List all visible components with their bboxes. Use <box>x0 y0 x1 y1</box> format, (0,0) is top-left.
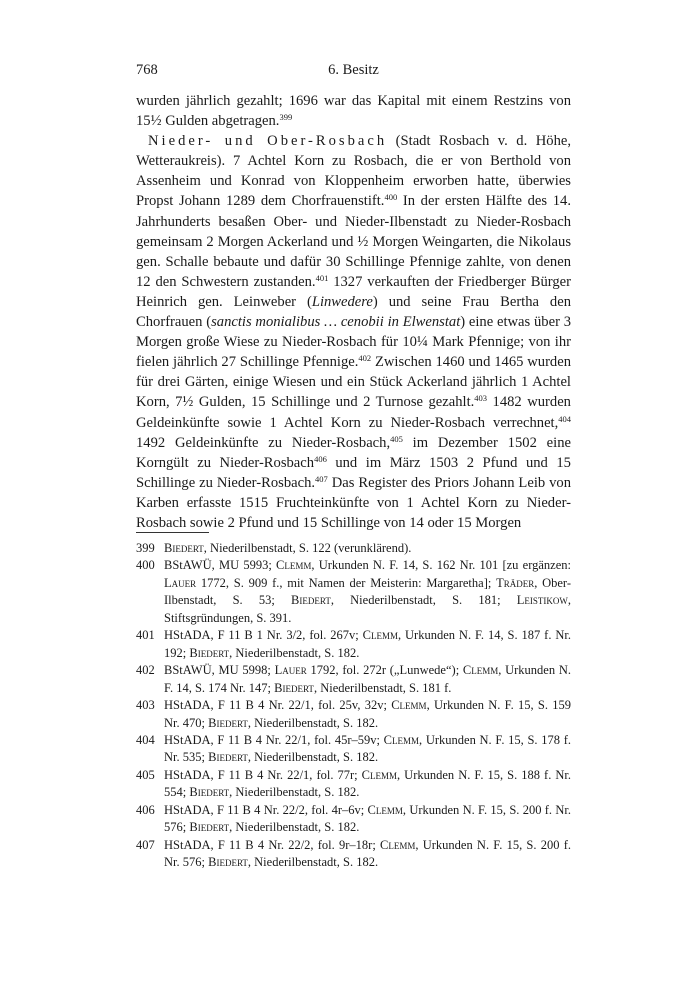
text-run: , Urkunden N. F. 14, S. 174 Nr. 147; <box>164 663 572 695</box>
footnote-ref: 406 <box>314 453 327 464</box>
text-run: , Urkunden N. F. 15, S. 188 f. Nr. 554; <box>164 767 571 800</box>
footnote-399 <box>136 540 571 557</box>
footnote-text <box>164 540 571 557</box>
author-name: Biedert <box>274 680 314 695</box>
text-run: , Niederilbenstadt, S. 182. <box>229 645 360 660</box>
text-run: 1772, S. 909 f., mit Namen der Meisterin: Margaretha]; <box>196 575 497 590</box>
footnote-text <box>164 802 571 837</box>
text-run: ) und seine Frau Bertha den Chorfrauen ( <box>136 293 572 331</box>
author-name: Biedert <box>189 645 230 660</box>
footnote-number: 400 <box>136 558 155 573</box>
footnote-text <box>164 732 571 767</box>
text-run: , Urkunden N. F. 14, S. 162 Nr. 101 [zu ergänzen: <box>311 558 572 573</box>
text-run: , Niederilbenstadt, S. 122 (verunklärend). <box>203 541 412 555</box>
text-run: , Urkunden N. F. 15, S. 200 f. Nr. 576; <box>164 837 571 870</box>
footnote-400 <box>136 557 571 627</box>
author-name: Träder <box>496 575 535 590</box>
footnote-text <box>164 767 571 802</box>
footnote-number: 406 <box>136 802 155 817</box>
text-run: HStADA, F 11 B 4 Nr. 22/2, fol. 9r–18r; <box>164 837 381 852</box>
author-name: Biedert <box>208 715 248 730</box>
text-run: BStAWÜ, MU 5998; <box>164 663 275 678</box>
footnote-number: 404 <box>136 732 155 747</box>
footnote-number: 402 <box>136 663 155 678</box>
text-run: HStADA, F 11 B 4 Nr. 22/1, fol. 25v, 32v; <box>164 698 392 713</box>
text-run: im Dezember 1502 eine Korngült zu Nieder-Rosbach <box>136 434 571 471</box>
text-run: HStADA, F 11 B 4 Nr. 22/1, fol. 77r; <box>164 767 362 782</box>
footnote-ref: 404 <box>558 413 571 424</box>
footnote-407 <box>136 837 571 872</box>
text-run: In der ersten Hälfte des 14. Jahrhunderts besaßen Ober- und Nieder-Ilbenstadt zu Nieder-Rosbach gemeinsam 2 Morgen Ackerland und ½ Morgen Weingarten, die Nikolaus gen. Schalle bebaute und dafür 30 Schillinge Pfennige zahlte, von denen 12 den Schwestern zustanden. <box>136 193 571 290</box>
main-text <box>136 91 571 533</box>
footnote-ref: 407 <box>315 473 328 484</box>
text-run: wurden jährlich gezahlt; 1696 war das Kapital mit einem Restzins von 15½ Gulden abgetragen. <box>136 93 571 130</box>
footnote-405 <box>136 767 571 802</box>
footnote-text <box>164 557 571 627</box>
author-name: Clemm <box>383 732 419 747</box>
author-name: Clemm <box>361 767 398 782</box>
author-name: Biedert <box>189 785 230 800</box>
author-name: Biedert <box>208 855 248 870</box>
text-run: ) eine etwas über 3 Morgen große Wiese zu Nieder-Rosbach für 10¼ Mark Pfennige; von ihr fielen jährlich 27 Schillinge Pfennige. <box>136 314 572 371</box>
text-run: , Stiftsgründungen, S. 391. <box>164 593 571 625</box>
text-run: 1482 wurden Geldeinkünfte sowie 1 Achtel Korn zu Nieder-Rosbach verrechnet, <box>136 394 571 431</box>
paragraph <box>136 91 571 131</box>
text-run: , Ober-Ilbenstadt, S. 53; <box>164 575 572 608</box>
footnote-number: 403 <box>136 698 155 713</box>
author-name: Clemm <box>367 802 403 817</box>
author-name: Clemm <box>380 837 416 852</box>
author-name: Biedert <box>164 541 204 555</box>
latin-quote: Linwedere <box>311 293 373 310</box>
text-run: HStADA, F 11 B 4 Nr. 22/1, fol. 45r–59v; <box>164 732 384 747</box>
footnotes <box>136 540 571 872</box>
footnote-ref: 403 <box>474 393 488 404</box>
text-run: , Urkunden N. F. 15, S. 178 f. Nr. 535; <box>164 732 571 765</box>
author-name: Biedert <box>291 593 331 608</box>
author-name: Leistikow <box>516 593 568 608</box>
text-run: HStADA, F 11 B 4 Nr. 22/2, fol. 4r–6v; <box>164 802 368 817</box>
text-run: , Urkunden N. F. 15, S. 200 f. Nr. 576; <box>164 802 571 835</box>
author-name: Lauer <box>274 663 307 678</box>
author-name: Clemm <box>276 558 312 573</box>
footnote-ref: 402 <box>358 353 372 364</box>
text-run: , Niederilbenstadt, S. 181; <box>330 593 517 608</box>
page-number: 768 <box>136 62 158 78</box>
footnote-ref: 399 <box>279 112 293 123</box>
text-run: 1492 Geldeinkünfte zu Nieder-Rosbach, <box>136 434 391 451</box>
text-run: , Urkunden N. F. 15, S. 159 Nr. 470; <box>164 698 571 730</box>
author-name: Clemm <box>462 663 499 678</box>
text-run: , Niederilbenstadt, S. 182. <box>247 750 379 765</box>
footnote-text <box>164 697 571 732</box>
footnote-403 <box>136 697 571 732</box>
text-run: und im März 1503 2 Pfund und 15 Schillinge zu Nieder-Rosbach. <box>136 454 571 491</box>
text-run: (Stadt Rosbach v. d. Höhe, Wetteraukreis). 7 Achtel Korn zu Rosbach, die er von Berthold von Assenheim und Konrad von Kloppenheim erworben hatte, überwies Propst Johann 1289 dem Chorfrauenstift. <box>136 133 571 210</box>
text-run: Zwischen 1460 und 1465 wurden für drei Gärten, einige Wiesen und ein Stück Ackerland jährlich 1 Achtel Korn, 7½ Gulden, 15 Schillinge und 2 Turnose gezahlt. <box>136 354 571 411</box>
text-run: , Niederilbenstadt, S. 182. <box>247 855 379 870</box>
footnote-text <box>164 837 571 872</box>
latin-quote: sanctis monialibus … cenobii in Elwenstat <box>211 314 461 331</box>
text-run: Das Register des Priors Johann Leib von Karben erfasste 1515 Fruchteinkünfte von 1 Achtel Korn zu Nieder-Rosbach sowie 2 Pfund und 15 Schillinge von 14 oder 15 Morgen <box>136 474 572 531</box>
author-name: Clemm <box>391 698 427 713</box>
footnote-text <box>164 627 571 662</box>
footnote-number: 405 <box>136 767 155 782</box>
author-name: Biedert <box>208 750 248 765</box>
footnote-ref: 400 <box>384 192 398 203</box>
footnote-rule <box>136 532 209 533</box>
footnote-ref: 401 <box>315 272 329 283</box>
running-title: 6. Besitz <box>328 62 379 78</box>
text-run: HStADA, F 11 B 1 Nr. 3/2, fol. 267v; <box>164 628 363 643</box>
footnote-401 <box>136 627 571 662</box>
text-run: 1792, fol. 272r („Lunwede“); <box>306 663 463 678</box>
author-name: Clemm <box>362 628 398 643</box>
footnote-404 <box>136 732 571 767</box>
text-run: , Niederilbenstadt, S. 182. <box>229 820 360 835</box>
text-run: , Niederilbenstadt, S. 181 f. <box>313 680 452 695</box>
footnote-number: 401 <box>136 628 155 643</box>
text-run: , Urkunden N. F. 14, S. 187 f. Nr. 192; <box>164 628 571 660</box>
author-name: Biedert <box>189 820 230 835</box>
footnote-402 <box>136 662 571 697</box>
text-run: , Niederilbenstadt, S. 182. <box>229 785 360 800</box>
text-run: BStAWÜ, MU 5993; <box>164 558 277 573</box>
footnote-406 <box>136 802 571 837</box>
text-run: 1327 verkauften der Friedberger Bürger Heinrich gen. Leinweber ( <box>136 273 571 310</box>
author-name: Lauer <box>164 575 197 590</box>
paragraph <box>136 131 571 533</box>
page-header <box>136 62 571 82</box>
footnote-number: 399 <box>136 541 155 555</box>
footnote-ref: 405 <box>390 433 403 444</box>
footnote-text <box>164 662 571 697</box>
place-heading: Nieder- und Ober-Rosbach <box>148 133 388 150</box>
text-run: , Niederilbenstadt, S. 182. <box>247 715 379 730</box>
footnote-number: 407 <box>136 837 155 852</box>
